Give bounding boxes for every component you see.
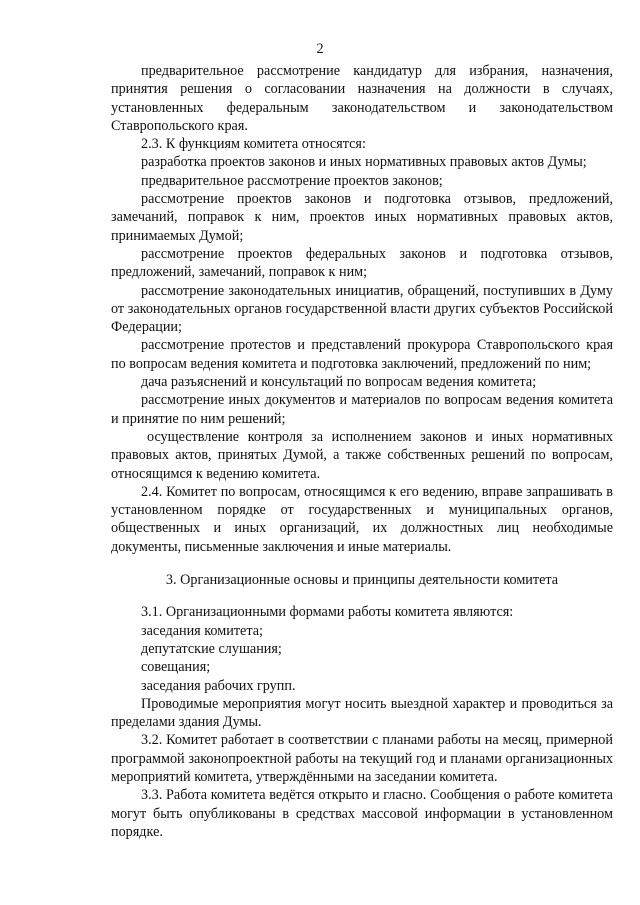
function-item: разработка проектов законов и иных нормативных правовых актов Думы;: [141, 154, 587, 171]
function-item: осуществление контроля за исполнением законов и иных нормативных правовых актов, принятых Думой, а также собственных решений по вопросам, относящимся к ведению комитета.: [111, 428, 613, 482]
page-number: 2: [316, 41, 324, 57]
function-item: рассмотрение законодательных инициатив, обращений, поступивших в Думу от законодательных органов государственной власти других субъектов Российской Федерации;: [111, 282, 613, 336]
paragraph-events-note: Проводимые мероприятия могут носить выездной характер и проводиться за пределами здания Думы.: [111, 695, 613, 731]
paragraph-3-1-intro: 3.1. Организационными формами работы комитета являются:: [141, 604, 514, 621]
function-item: предварительное рассмотрение проектов законов;: [141, 172, 443, 189]
paragraph-2-4: 2.4. Комитет по вопросам, относящимся к его ведению, вправе запрашивать в установленном порядке от государственных и муниципальных органов, общественных и иных организаций, их должностных лиц необходимые документы, письменные заключения и иные материалы.: [111, 483, 613, 555]
function-item: рассмотрение протестов и представлений прокурора Ставропольского края по вопросам ведения комитета и подготовка заключений, предложений по ним;: [111, 337, 613, 372]
paragraph-intro-continuation: предварительное рассмотрение кандидатур для избрания, назначения, принятия решения о согласовании назначения на должности в случаях, установленных федеральным законодательством и законодательством Ставропольского края.: [111, 63, 613, 134]
form-item: заседания комитета;: [141, 622, 263, 639]
function-item: рассмотрение проектов законов и подготовка отзывов, предложений, замечаний, поправок к ним, проектов иных нормативных правовых актов, принимаемых Думой;: [111, 191, 613, 244]
form-item: депутатские слушания;: [141, 640, 282, 657]
function-item: рассмотрение проектов федеральных законов и подготовка отзывов, предложений, замечаний, поправок к ним;: [111, 245, 613, 281]
form-item: совещания;: [141, 659, 211, 676]
form-item: заседания рабочих групп.: [141, 677, 296, 694]
paragraph-3-2: 3.2. Комитет работает в соответствии с планами работы на месяц, примерной программой законопроектной работы на текущий год и планами организационных мероприятий комитета, утверждёнными на заседании комитета.: [111, 732, 613, 785]
paragraph-2-3-intro: 2.3. К функциям комитета относятся:: [141, 136, 366, 153]
document-body: [111, 62, 613, 841]
function-item: рассмотрение иных документов и материалов по вопросам ведения комитета и принятие по ним решений;: [111, 392, 613, 427]
paragraph-3-3: 3.3. Работа комитета ведётся открыто и гласно. Сообщения о работе комитета могут быть опубликованы в средствах массовой информации в установленном порядке.: [111, 787, 613, 840]
section-3-heading: 3. Организационные основы и принципы деятельности комитета: [165, 572, 559, 589]
function-item: дача разъяснений и консультаций по вопросам ведения комитета;: [141, 374, 537, 391]
